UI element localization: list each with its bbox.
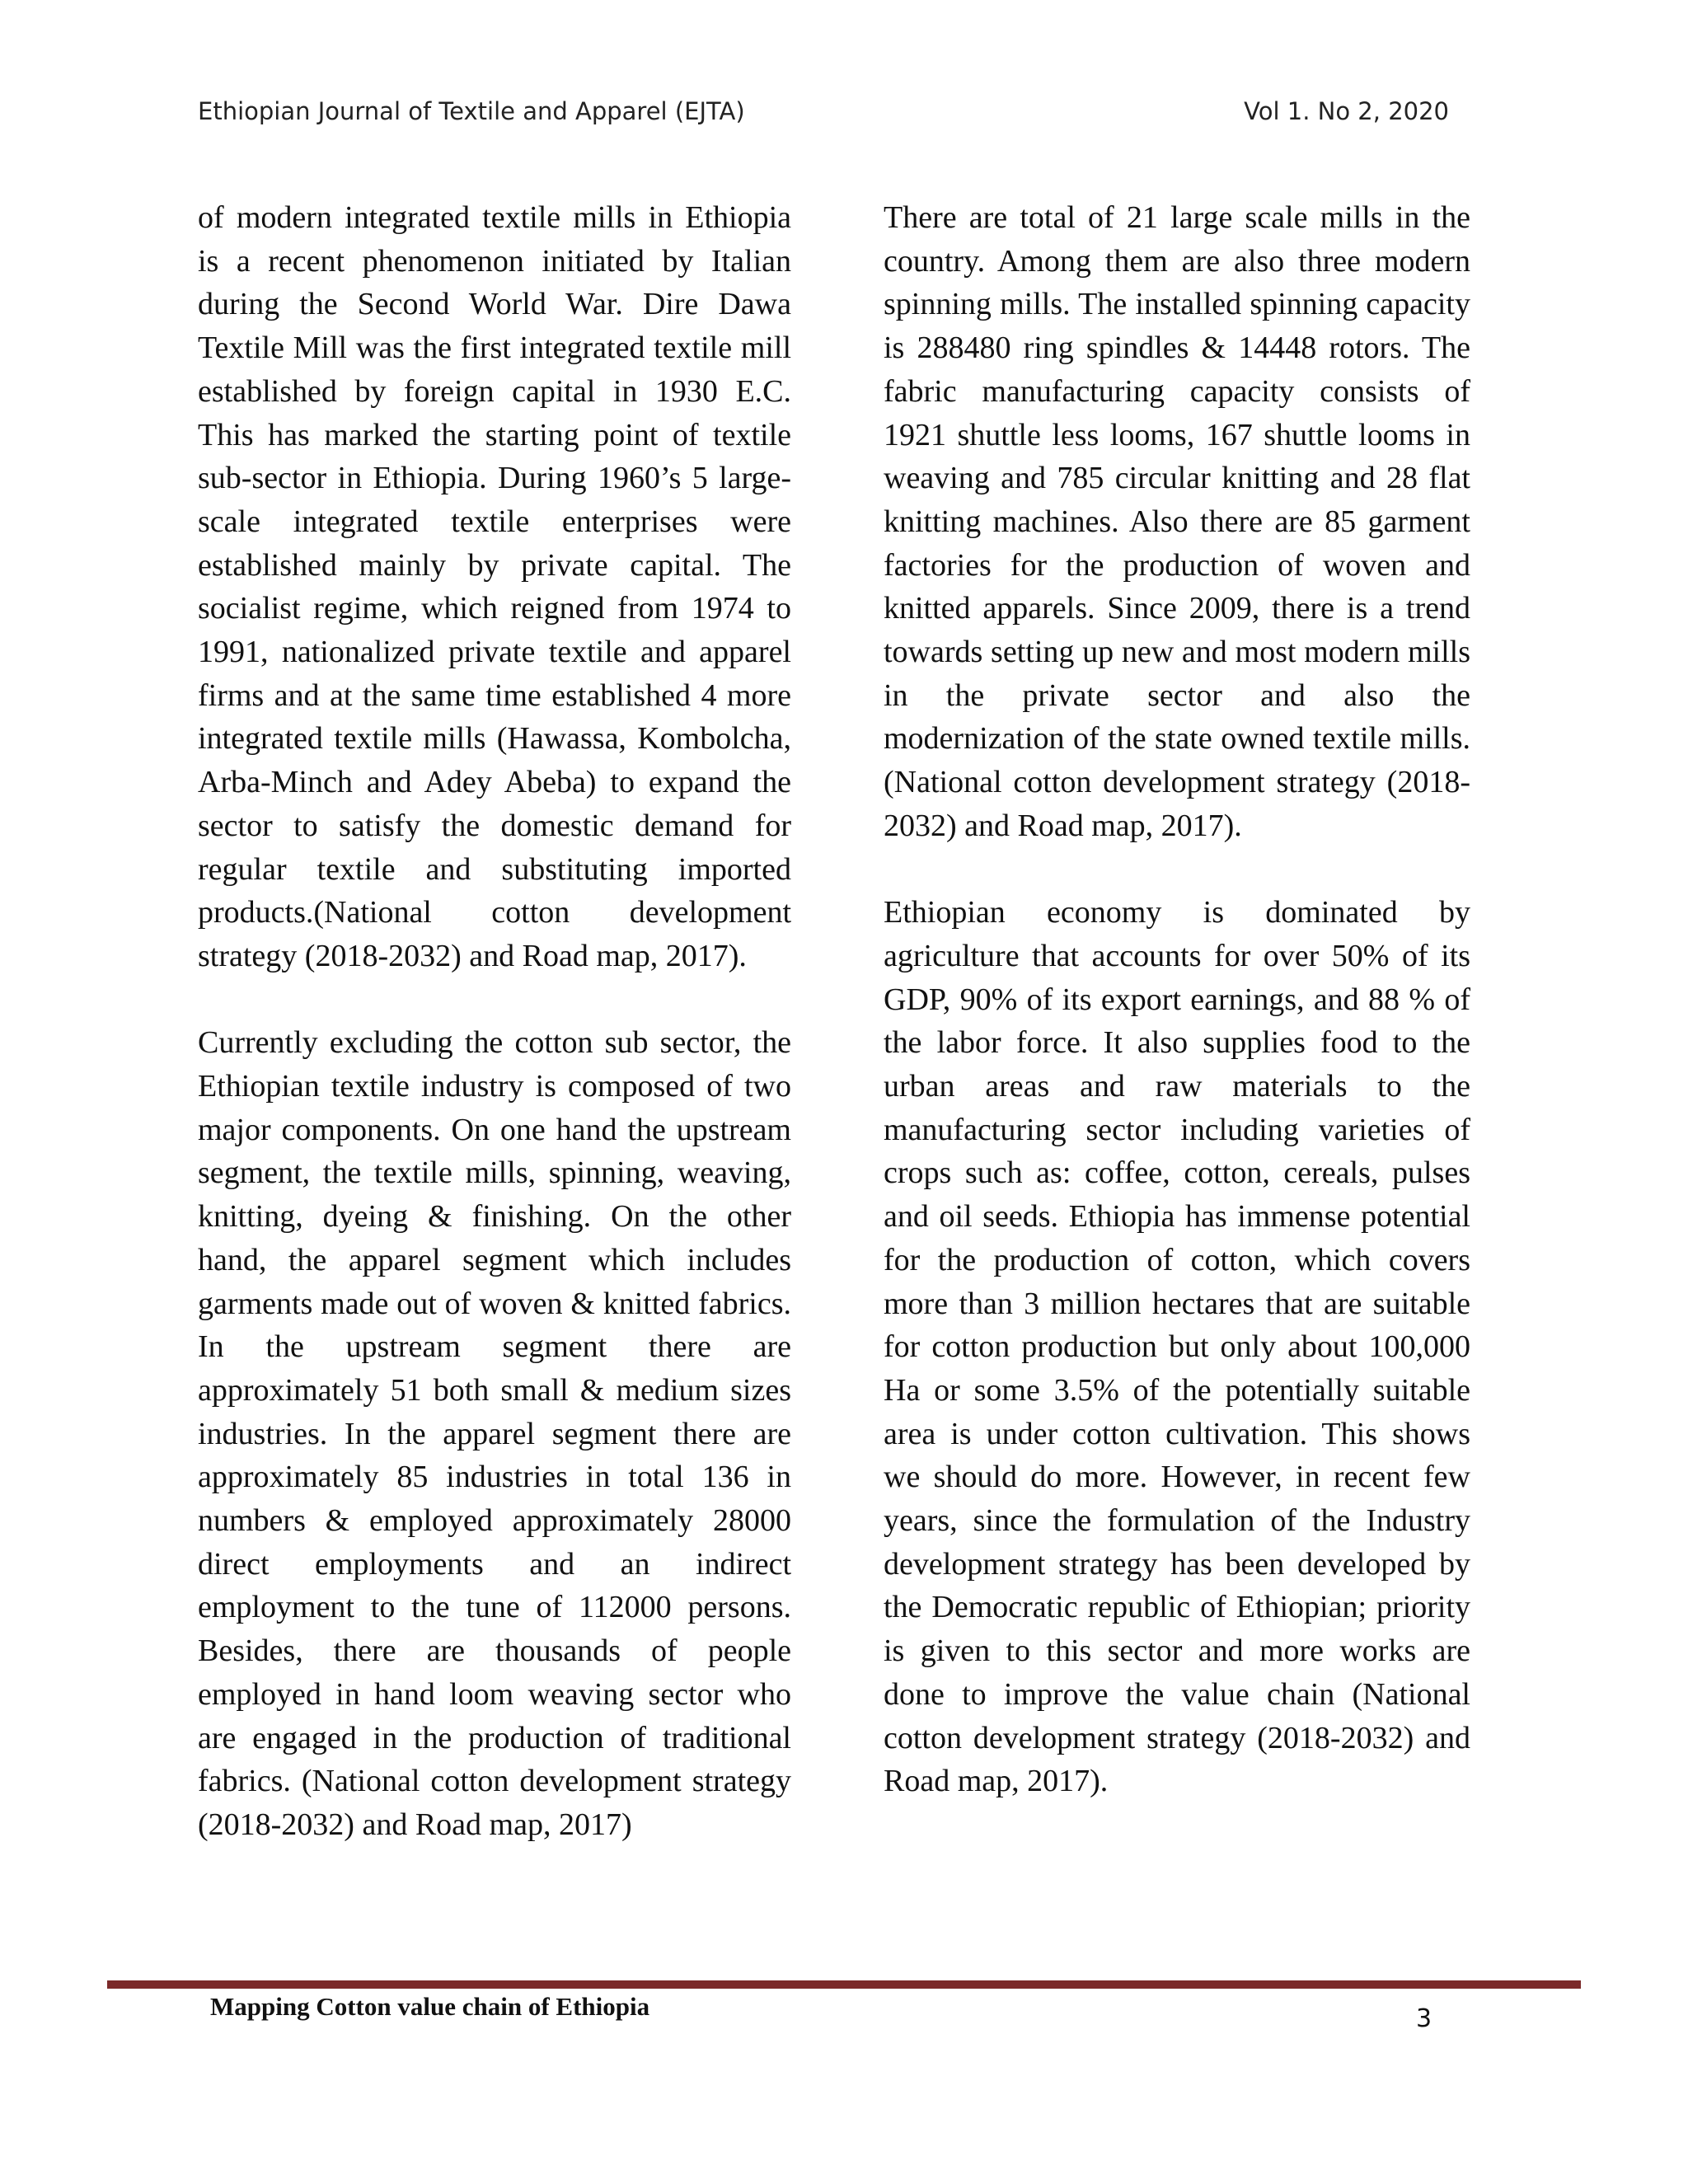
paragraph: There are total of 21 large scale mills in the country. Among them are also three modern spinning mills. The installed spinning capacity is 288480 ring spindles & 14448 rotors. The fabric manufacturing capacity consists of 1921 shuttle less looms, 167 shuttle looms in weaving and 785 circular knitting and 28 flat knitting machines. Also there are 85 garment factories for the production of woven and knitted apparels. Since 2009, there is a trend towards setting up new and most modern mills in the private sector and also the modernization of the state owned textile mills. (National cotton development strategy (2018-2032) and Road map, 2017). [884, 200, 1470, 843]
footer-rule [107, 1980, 1581, 1989]
right-column [884, 196, 1470, 1803]
paragraph: of modern integrated textile mills in Ethiopia is a recent phenomenon initiated by Italian during the Second World War. Dire Dawa Textile Mill was the first integrated textile mill established by foreign capital in 1930 E.C. This has marked the starting point of textile sub-sector in Ethiopia. During 1960’s 5 large- scale integrated textile enterprises were established mainly by private capital. The socialist regime, which reigned from 1974 to 1991, nationalized private textile and apparel firms and at the same time established 4 more integrated textile mills (Hawassa, Kombolcha, Arba-Minch and Adey Abeba) to expand the sector to satisfy the domestic demand for regular textile and substituting imported products.(National cotton development strategy (2018-2032) and Road map, 2017). [198, 200, 791, 973]
journal-title: Ethiopian Journal of Textile and Apparel (EJTA) [198, 97, 745, 125]
footer-title: Mapping Cotton value chain of Ethiopia [210, 1992, 650, 2021]
volume-issue: Vol 1. No 2, 2020 [1244, 97, 1449, 125]
running-header [198, 97, 1449, 134]
left-column [198, 196, 791, 1847]
page-number: 3 [1416, 2004, 1432, 2033]
paragraph: Currently excluding the cotton sub sector, the Ethiopian textile industry is composed of two major components. On one hand the upstream segment, the textile mills, spinning, weaving, knitting, dyeing & finishing. On the other hand, the apparel segment which includes garments made out of woven & knitted fabrics. In the upstream segment there are approximately 51 both small & medium sizes industries. In the apparel segment there are approximately 85 industries in total 136 in numbers & employed approximately 28000 direct employments and an indirect employment to the tune of 112000 persons. Besides, there are thousands of people employed in hand loom weaving sector who are engaged in the production of traditional fabrics. (National cotton development strategy (2018-2032) and Road map, 2017) [198, 1025, 791, 1842]
paragraph: Ethiopian economy is dominated by agriculture that accounts for over 50% of its GDP, 90% of its export earnings, and 88 % of the labor force. It also supplies food to the urban areas and raw materials to the manufacturing sector including varieties of crops such as: coffee, cotton, cereals, pulses and oil seeds. Ethiopia has immense potential for the production of cotton, which covers more than 3 million hectares that are suitable for cotton production but only about 100,000 Ha or some 3.5% of the potentially suitable area is under cotton cultivation. This shows we should do more. However, in recent few years, since the formulation of the Industry development strategy has been developed by the Democratic republic of Ethiopian; priority is given to this sector and more works are done to improve the value chain (National cotton development strategy (2018-2032) and Road map, 2017). [884, 895, 1470, 1799]
